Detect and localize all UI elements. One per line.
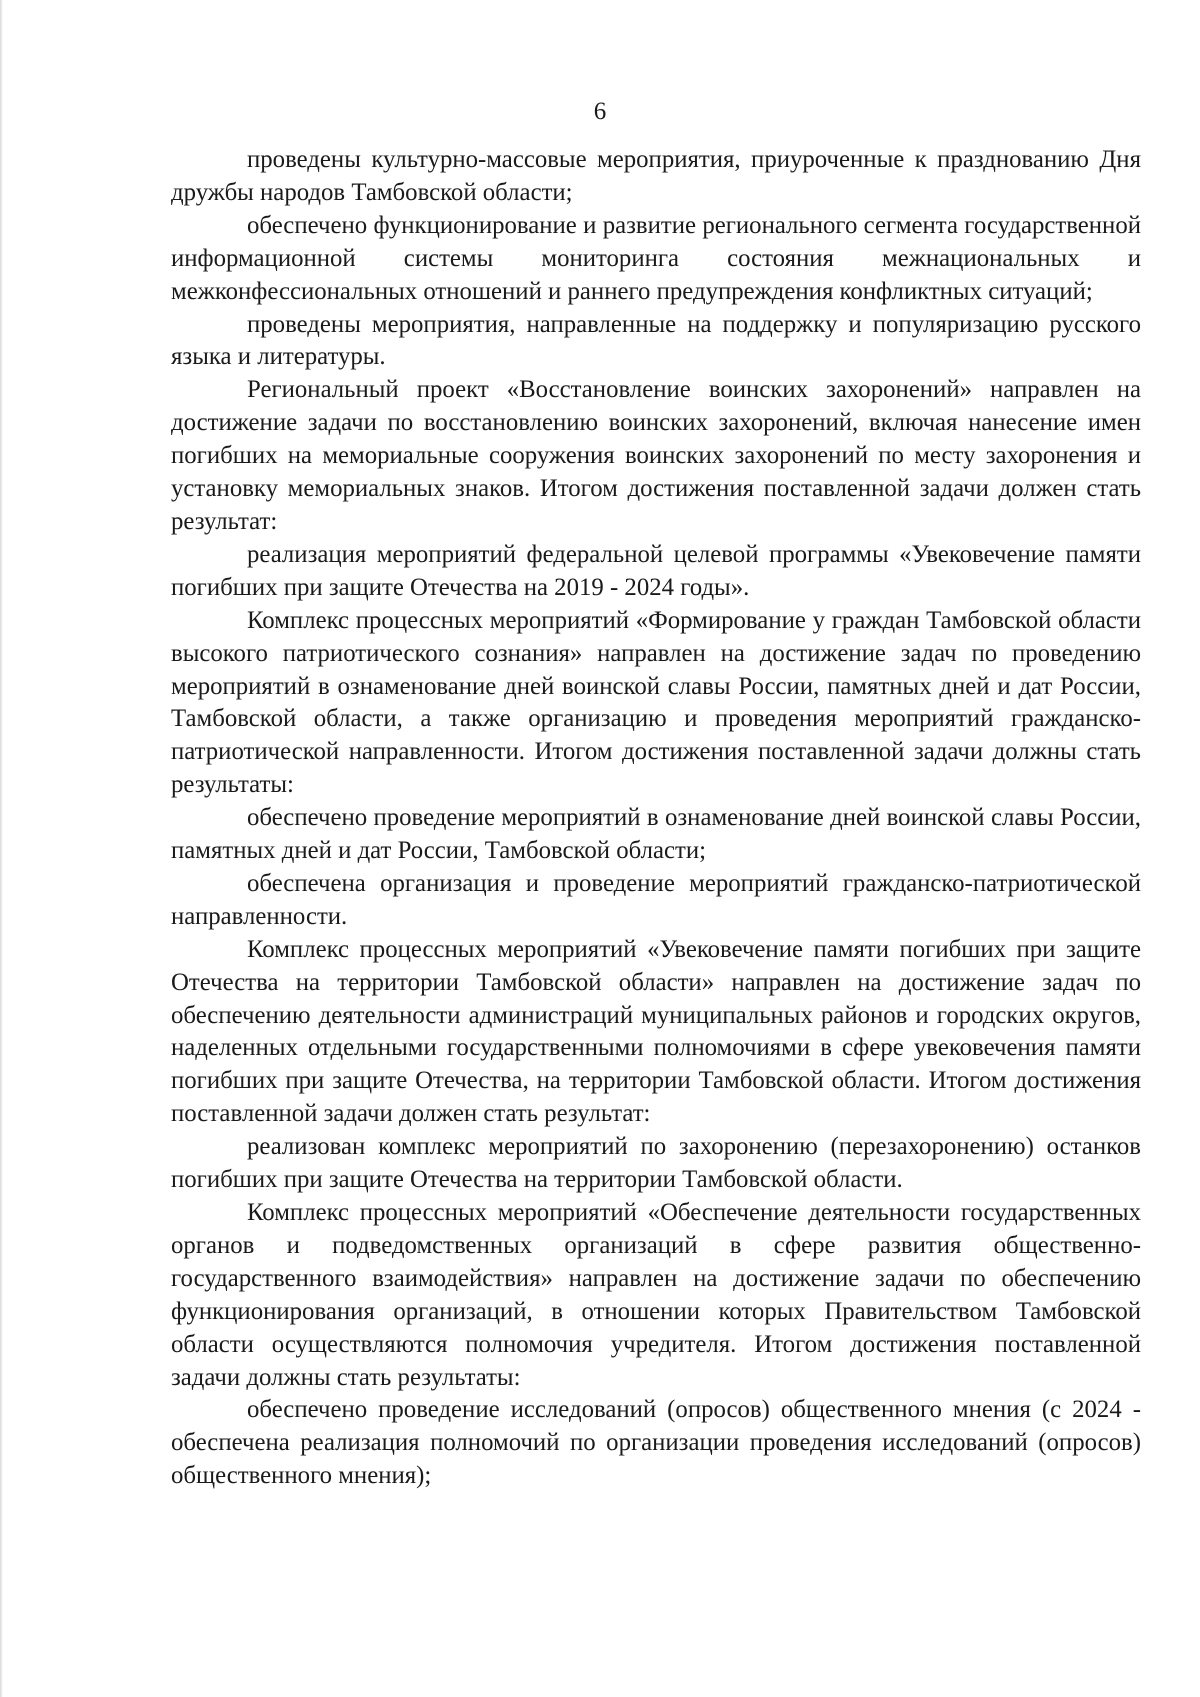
paragraph-cultural-events: проведены культурно-массовые мероприятия, приуроченные к празднованию Дня дружбы народов Тамбовской области;	[171, 146, 1141, 206]
paragraph-military-glory-days: обеспечено проведение мероприятий в ознаменование дней воинской славы России, памятных дней и дат России, Тамбовской области;	[171, 804, 1141, 865]
paragraph-memory-complex: Комплекс процессных мероприятий «Увековечение памяти погибших при защите Отечества на территории Тамбовской области» направлен на достижение задач по обеспечению деятельности администраций муниципальных районов и городских округов, наделенных отдельными государственными полномочиями в сфере увековечения памяти погибших при защите Отечества, на территории Тамбовской области. Итогом достижения поставленной задачи должен стать результат:	[171, 935, 1141, 1128]
paragraph-regional-project: Региональный проект «Восстановление воинских захоронений» направлен на достижение задачи по восстановлению воинских захоронений, включая нанесение имен погибших на мемориальные сооружения воинских захоронений по месту захоронения и установку мемориальных знаков. Итогом достижения поставленной задачи должен стать результат:	[171, 376, 1141, 535]
page-number: 6	[593, 98, 607, 125]
paragraph-monitoring-system: обеспечено функционирование и развитие регионального сегмента государственной информационной системы мониторинга состояния межнациональных и межконфессиональных отношений и раннего предупреждения конфликтных ситуаций;	[171, 211, 1141, 305]
paragraph-public-opinion-research: обеспечено проведение исследований (опросов) общественного мнения (с 2024 - обеспечена реализация полномочий по организации проведения исследований (опросов) общественного мнения);	[171, 1396, 1141, 1490]
paragraph-patriotic-events: обеспечена организация и проведение мероприятий гражданско-патриотической направленности.	[171, 869, 1141, 930]
paragraph-state-bodies-complex: Комплекс процессных мероприятий «Обеспечение деятельности государственных органов и подведомственных организаций в сфере развития общественно-государственного взаимодействия» направлен на достижение задачи по обеспечению функционирования организаций, в отношении которых Правительством Тамбовской области осуществляются полномочия учредителя. Итогом достижения поставленной задачи должны стать результаты:	[171, 1199, 1141, 1391]
document-body	[171, 144, 1141, 1493]
paragraph-reburial: реализован комплекс мероприятий по захоронению (перезахоронению) останков погибших при защите Отечества на территории Тамбовской области.	[171, 1133, 1141, 1194]
scan-edge	[0, 0, 3, 1697]
paragraph-patriotic-complex: Комплекс процессных мероприятий «Формирование у граждан Тамбовской области высокого патриотического сознания» направлен на достижение задач по проведению мероприятий в ознаменование дней воинской славы России, памятных дней и дат России, Тамбовской области, а также организацию и проведения мероприятий гражданско-патриотической направленности. Итогом достижения поставленной задачи должны стать результаты:	[171, 606, 1141, 799]
paragraph-russian-language: проведены мероприятия, направленные на поддержку и популяризацию русского языка и литературы.	[171, 310, 1141, 371]
paragraph-federal-program: реализация мероприятий федеральной целевой программы «Увековечение памяти погибших при защите Отечества на 2019 - 2024 годы».	[171, 540, 1141, 601]
